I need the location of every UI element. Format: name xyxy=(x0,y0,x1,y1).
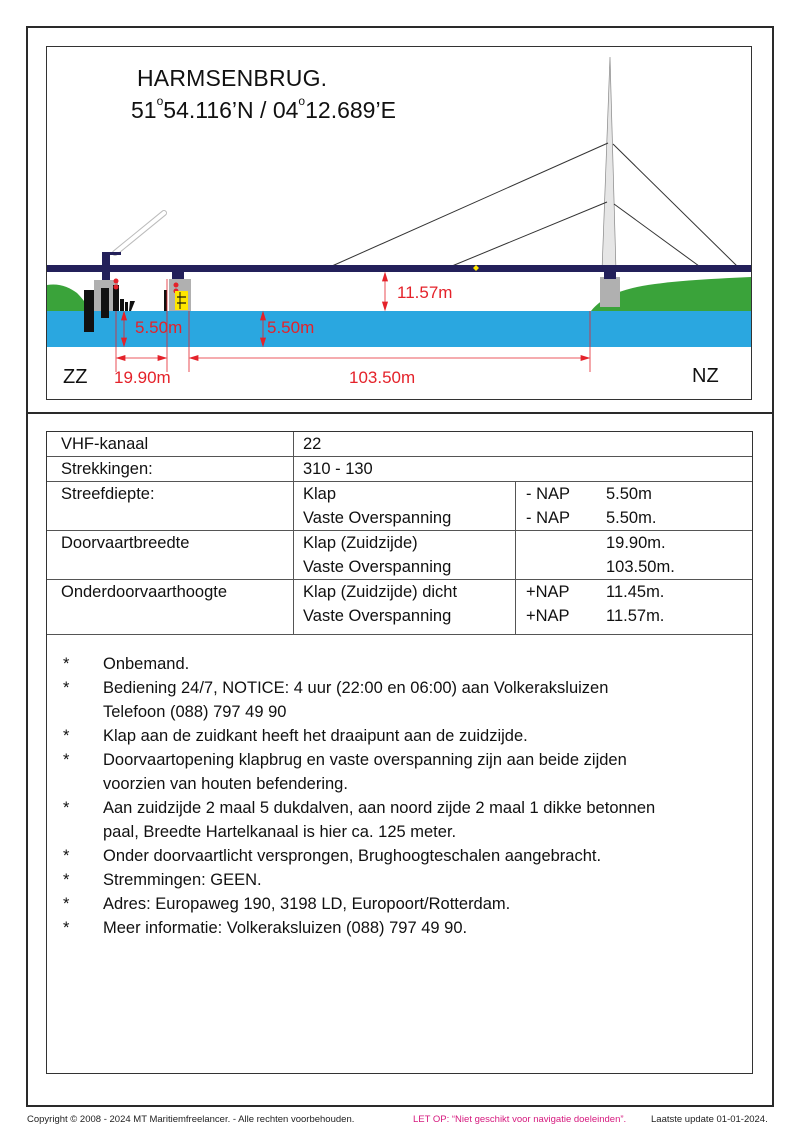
latitude-minutes: 54.116’N xyxy=(163,97,254,123)
row-value: 310 - 130 xyxy=(294,457,753,482)
ref xyxy=(526,531,606,555)
pier-north-cap xyxy=(604,271,616,279)
label-width-fixed: 103.50m xyxy=(349,368,416,387)
table-row xyxy=(47,580,752,635)
red-light-icon xyxy=(114,279,119,284)
degree-symbol: o xyxy=(298,94,306,109)
side-label-south: ZZ xyxy=(63,366,88,388)
pile xyxy=(164,290,167,311)
arrowhead xyxy=(158,356,166,361)
cable xyxy=(452,202,607,266)
label-width-klap: 19.90m xyxy=(114,368,171,387)
table-row xyxy=(47,432,752,457)
row-label: Onderdoorvaarthoogte xyxy=(47,580,294,635)
ref xyxy=(526,555,606,579)
item: Klap (Zuidzijde) xyxy=(303,534,418,552)
spec-table xyxy=(47,432,752,635)
value: 11.45m. xyxy=(606,583,665,601)
info-box xyxy=(46,431,753,1074)
bridge-title: HARMSENBRUG. xyxy=(137,65,328,91)
bullet: * xyxy=(63,847,70,865)
arrowhead xyxy=(581,356,589,361)
note-item: * Aan zuidzijde 2 maal 5 dukdalven, aan noord zijde 2 maal 1 dikke betonnen paal, Breedte Hartelkanaal is hier ca. 125 meter. xyxy=(47,796,752,844)
bascule-tower xyxy=(102,252,110,282)
note-item: * Meer informatie: Volkeraksluizen (088) 797 49 90. xyxy=(47,916,752,940)
dolphin xyxy=(101,288,109,318)
cable xyxy=(614,204,699,266)
arrowhead xyxy=(383,302,388,310)
item: Vaste Overspanning xyxy=(303,607,452,625)
coordinate-separator: / xyxy=(260,97,267,123)
label-depth-fixed: 5.50m xyxy=(267,318,315,337)
row-label: Streefdiepte: xyxy=(47,482,294,531)
value: 5.50m xyxy=(606,485,652,503)
label-depth-klap: 5.50m xyxy=(135,318,183,337)
degree-symbol: o xyxy=(156,94,164,109)
bullet: * xyxy=(63,655,70,673)
bascule-leaf-inner xyxy=(115,213,164,253)
note-item: * Klap aan de zuidkant heeft het draaipunt aan de zuidzijde. xyxy=(47,724,752,748)
section-divider xyxy=(26,412,774,414)
row-label: Strekkingen: xyxy=(47,457,294,482)
bullet: * xyxy=(63,871,70,889)
bullet: * xyxy=(63,799,70,817)
cable xyxy=(332,143,608,266)
arrowhead xyxy=(117,356,125,361)
item: Vaste Overspanning xyxy=(303,558,452,576)
row-value: 22 xyxy=(294,432,753,457)
pylon xyxy=(602,57,616,271)
bridge-diagram xyxy=(46,46,752,400)
bullet: * xyxy=(63,727,70,745)
note-item: * Onder doorvaartlicht versprongen, Brughoogteschalen aangebracht. xyxy=(47,844,752,868)
footer-updated: Laatste update 01-01-2024. xyxy=(651,1114,768,1125)
bullet: * xyxy=(63,919,70,937)
table-row xyxy=(47,531,752,580)
value: 5.50m. xyxy=(606,509,657,527)
note-item: * Stremmingen: GEEN. xyxy=(47,868,752,892)
dolphin xyxy=(125,302,128,311)
value: 11.57m. xyxy=(606,607,665,625)
arrowhead xyxy=(190,356,198,361)
side-label-north: NZ xyxy=(692,365,719,387)
latitude-degrees: 51 xyxy=(131,97,157,123)
dolphin-slanted xyxy=(129,301,135,311)
ref: +NAP xyxy=(526,607,570,625)
label-clearance-fixed: 11.57m xyxy=(397,283,453,302)
value: 103.50m. xyxy=(606,558,675,576)
ref: - NAP xyxy=(526,485,571,503)
pier-north xyxy=(600,277,620,307)
note-item: * Bediening 24/7, NOTICE: 4 uur (22:00 en 06:00) aan Volkeraksluizen Telefoon (088) 797 49 90 xyxy=(47,676,752,724)
bullet: * xyxy=(63,895,70,913)
dolphin xyxy=(120,299,124,311)
notes-list xyxy=(47,652,752,940)
value: 19.90m. xyxy=(606,534,666,552)
cable xyxy=(613,144,737,266)
row-label: VHF-kanaal xyxy=(47,432,294,457)
note-item: * Onbemand. xyxy=(47,652,752,676)
ref: +NAP xyxy=(526,583,570,601)
item: Klap (Zuidzijde) dicht xyxy=(303,583,458,601)
item: Klap xyxy=(303,485,337,503)
table-row xyxy=(47,482,752,531)
coordinates xyxy=(131,94,396,124)
footer-copyright: Copyright © 2008 - 2024 MT Maritiemfreelancer. - Alle rechten voorbehouden. xyxy=(27,1114,355,1125)
footer-warning: LET OP: “Niet geschikt voor navigatie doeleinden”. xyxy=(413,1114,627,1125)
red-light-icon xyxy=(174,283,179,288)
bridge-deck xyxy=(47,265,751,272)
bullet: * xyxy=(63,679,70,697)
note-item: * Adres: Europaweg 190, 3198 LD, Europoort/Rotterdam. xyxy=(47,892,752,916)
ref: - NAP xyxy=(526,509,571,527)
longitude-degrees: 04 xyxy=(272,97,299,123)
arrowhead xyxy=(383,273,388,281)
item: Vaste Overspanning xyxy=(303,509,452,527)
pier-middle-cap xyxy=(172,272,184,279)
dolphin xyxy=(84,290,94,332)
red-light-icon xyxy=(114,285,119,290)
table-row xyxy=(47,457,752,482)
height-scale-board xyxy=(175,291,188,310)
row-label: Doorvaartbreedte xyxy=(47,531,294,580)
note-item: * Doorvaartopening klapbrug en vaste overspanning zijn aan beide zijden voorzien van houten befendering. xyxy=(47,748,752,796)
longitude-minutes: 12.689’E xyxy=(305,97,396,123)
bullet: * xyxy=(63,751,70,769)
bascule-counterweight xyxy=(107,252,121,255)
